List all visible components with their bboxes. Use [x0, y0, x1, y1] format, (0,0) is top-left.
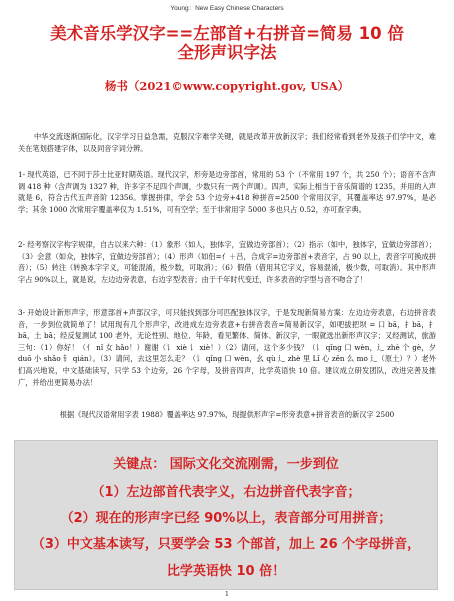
- title-line-2: 全形声识字法: [177, 43, 277, 62]
- key-point-3: （3）中文基本读写，只要学会 53 个部首，加上 26 个字母拼音，: [31, 537, 421, 552]
- key-point-2: （2）现在的形声字已经 90%以上，表音部分可用拼音；: [60, 511, 392, 526]
- page-number: 1: [224, 590, 230, 598]
- title-line-1: 美术音乐学汉字==左部首+右拼音=简易 10 倍: [50, 24, 404, 43]
- running-header: Young：New Easy Chinese Characters: [170, 5, 284, 12]
- paragraph-2: 2- 经考察汉字构字规律，自古以来六种：（1）象形（如人，独体字，宜做边旁部首）；（2）指示（如中，独体字，宜做边旁部首）；（3）会意（如众，独体字，宜做边旁部首）；（4）形声（如侣=亻＋吕，合成字=边旁部首+表音字，占 90 以上，表音字可换成拼音）；（5）转注（转换本字字义，可能混淆，极少数，可取消）；（6）假借（借用其它字义，容易混淆，极少数，可取消）。其中形声字占 90%以上，就是说，左边边旁表意，右边字型表音；由于千年时代变迁，许多表音的字型与音不吻合了！: [18, 240, 436, 284]
- paragraph-3: 3- 开始设计新形声字，形意部首+声部汉字，可只能找到部分可匹配独体汉字，于是发现新简易方案：左边边旁表意，右边拼音表音，一步到位就简单了！试用现有几个形声字，改进成左边旁表意+右拼音表音=简易新汉字，如吧拔把坝 = 口 bā，扌bā，扌bā，土 bā；经反复测试 100 老外，无论性别、地位、年龄，看见繁体、简体、新汉字，一眼就选出新形声汉字；又经测试，旅游三句：（1）你好！（亻 nǐ 女 hǎo！）谢谢（讠 xiè 讠 xiè！）（2）请问，这个多少钱？（讠 qǐng 口 wèn，辶 zhè 个 gè，夕 duō 小 shǎo 钅 qián）。（3）请问，去这里怎么走？（讠 qǐng 口 wèn，幺 qù 辶 zhè 里 Lǐ 心 zěn 么 mo 辶（原土）？）老外们高兴地说，中文基础读写，只学 53 个边旁，26 个字母，及拼音四声，比学英语快 10 倍。建议成立研发团队，改进完善及推广，并给出更简易办法！: [18, 308, 436, 387]
- summary-line: 根据《现代汉语常用字表 1988》覆盖率达 97.97%，现提供形声字=形旁表意+拼音表音的新汉字 2500: [59, 410, 395, 419]
- key-point-1: （1）左边部首代表字义，右边拼音代表字音；: [91, 485, 361, 500]
- key-points-box: [14, 440, 438, 590]
- document-title: [0, 24, 454, 62]
- author-line: 杨书（2021©www.copyright.gov, USA）: [104, 79, 350, 93]
- intro-paragraph: 中华交流逐渐国际化，汉字学习日益急需，克服汉字难学关键，就是改革开放新汉字；我们经常看到老外及孩子们学中文，难关在笔划搭建字体，以及同音字词分辨。: [18, 132, 436, 153]
- key-points-heading: 关键点： 国际文化交流刚需，一步到位: [113, 457, 339, 472]
- paragraph-1: 1- 现代英语，已不同于莎士比亚时期英语。现代汉字，形旁是边旁部首，常用的 53 个（不常用 197 个，共 250 个）；语音不含声调 418 种（含声调为 1327 种，许多字不足四个声调，少数只有一两个声调）。四声，实际上相当于音乐简谱的 1235，并用的入声就是 6，符合古代五声音阶 12356。掌握拼律，学会 53 个边旁+418 种拼音=2500 个常用汉字，其覆盖率达 97.97%，是必学；其余 1000 次常用字覆盖率仅为 1.51%，可有空学；至于非常用字 5000 多也只占 0.52，亦可查字典。: [18, 170, 436, 214]
- key-point-3-continued: 比学英语快 10 倍！: [166, 564, 286, 579]
